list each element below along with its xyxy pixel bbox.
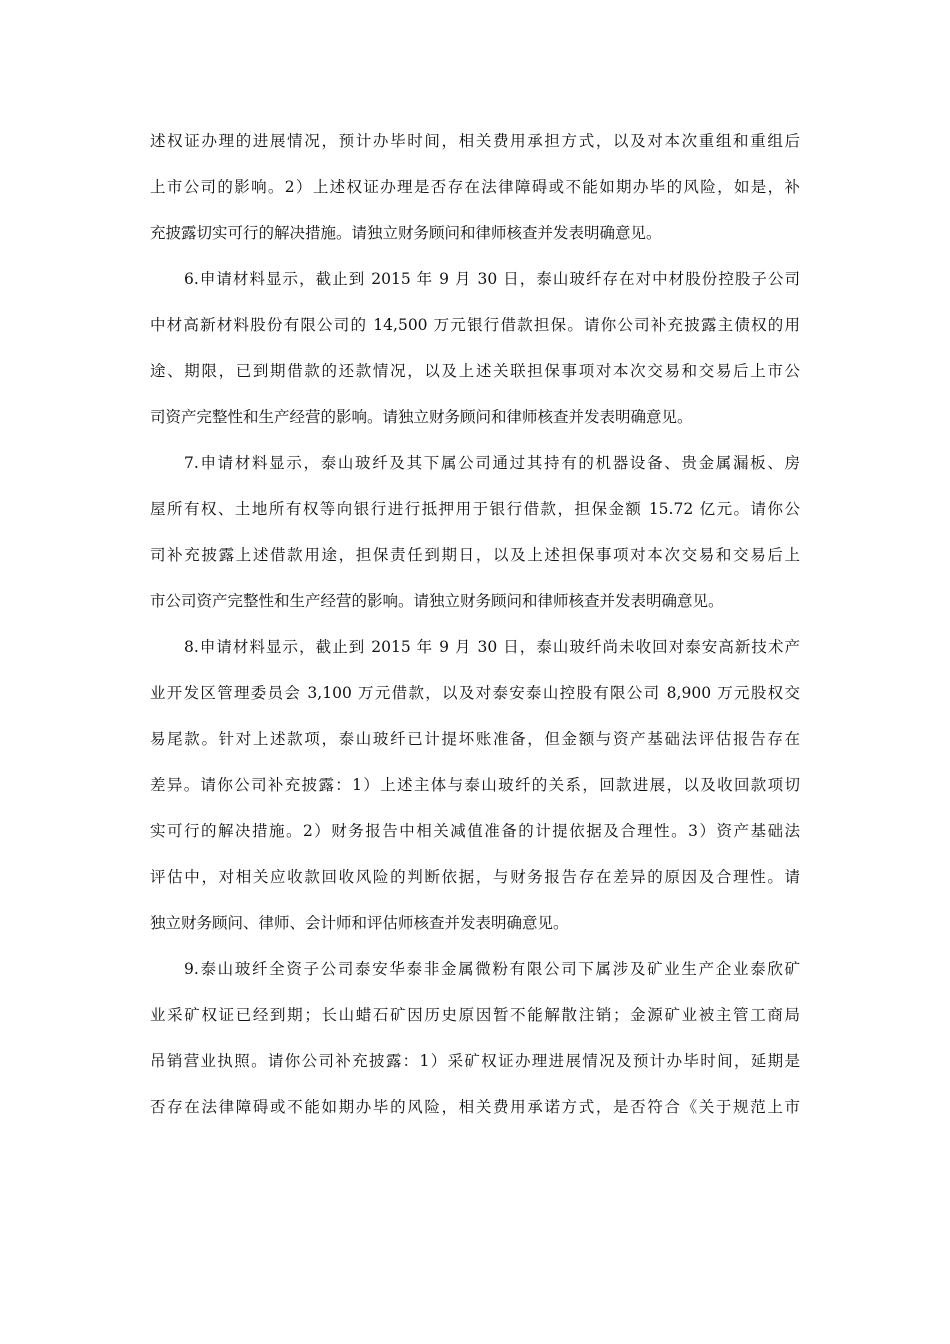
text-line: 差异。请你公司补充披露：1）上述主体与泰山玻纤的关系，回款进展，以及收回款项切 (150, 776, 800, 794)
text-line: 业采矿权证已经到期；长山蜡石矿因历史原因暂不能解散注销；金源矿业被主管工商局 (150, 1006, 800, 1024)
text-line: 市公司资产完整性和生产经营的影响。请独立财务顾问和律师核查并发表明确意见。 (150, 592, 724, 610)
paragraph-6-first-line: 6.申请材料显示，截止到 2015 年 9 月 30 日，泰山玻纤存在对中材股份控股子公司 (184, 270, 800, 288)
paragraph-7-first-line: 7.申请材料显示，泰山玻纤及其下属公司通过其持有的机器设备、贵金属漏板、房 (184, 454, 800, 472)
text-line: 司资产完整性和生产经营的影响。请独立财务顾问和律师核查并发表明确意见。 (150, 408, 693, 426)
text-line: 上市公司的影响。2）上述权证办理是否存在法律障碍或不能如期办毕的风险，如是，补 (150, 178, 800, 196)
text-line: 业开发区管理委员会 3,100 万元借款，以及对泰安泰山控股有限公司 8,900 万元股权交 (150, 684, 800, 702)
text-line: 司补充披露上述借款用途，担保责任到期日，以及上述担保事项对本次交易和交易后上 (150, 546, 800, 564)
text-line: 屋所有权、土地所有权等向银行进行抵押用于银行借款，担保金额 15.72 亿元。请你公 (150, 500, 800, 518)
text-line: 易尾款。针对上述款项，泰山玻纤已计提坏账准备，但金额与资产基础法评估报告存在 (150, 730, 800, 748)
text-line: 实可行的解决措施。2）财务报告中相关减值准备的计提依据及合理性。3）资产基础法 (150, 822, 800, 840)
text-line: 途、期限，已到期借款的还款情况，以及上述关联担保事项对本次交易和交易后上市公 (150, 362, 800, 380)
text-line: 吊销营业执照。请你公司补充披露：1）采矿权证办理进展情况及预计办毕时间，延期是 (150, 1052, 800, 1070)
text-line: 充披露切实可行的解决措施。请独立财务顾问和律师核查并发表明确意见。 (150, 224, 662, 242)
text-line: 否存在法律障碍或不能如期办毕的风险，相关费用承诺方式，是否符合《关于规范上市 (150, 1098, 800, 1116)
document-body (150, 118, 800, 1130)
text-line: 独立财务顾问、律师、会计师和评估师核查并发表明确意见。 (150, 914, 569, 932)
paragraph-8-first-line: 8.申请材料显示，截止到 2015 年 9 月 30 日，泰山玻纤尚未收回对泰安高新技术产 (184, 638, 800, 656)
text-line: 述权证办理的进展情况，预计办毕时间，相关费用承担方式，以及对本次重组和重组后 (150, 132, 800, 150)
paragraph-9-first-line: 9.泰山玻纤全资子公司泰安华泰非金属微粉有限公司下属涉及矿业生产企业泰欣矿 (184, 960, 800, 978)
text-line: 中材高新材料股份有限公司的 14,500 万元银行借款担保。请你公司补充披露主债权的用 (150, 316, 800, 334)
text-line: 评估中，对相关应收款回收风险的判断依据，与财务报告存在差异的原因及合理性。请 (150, 868, 800, 886)
